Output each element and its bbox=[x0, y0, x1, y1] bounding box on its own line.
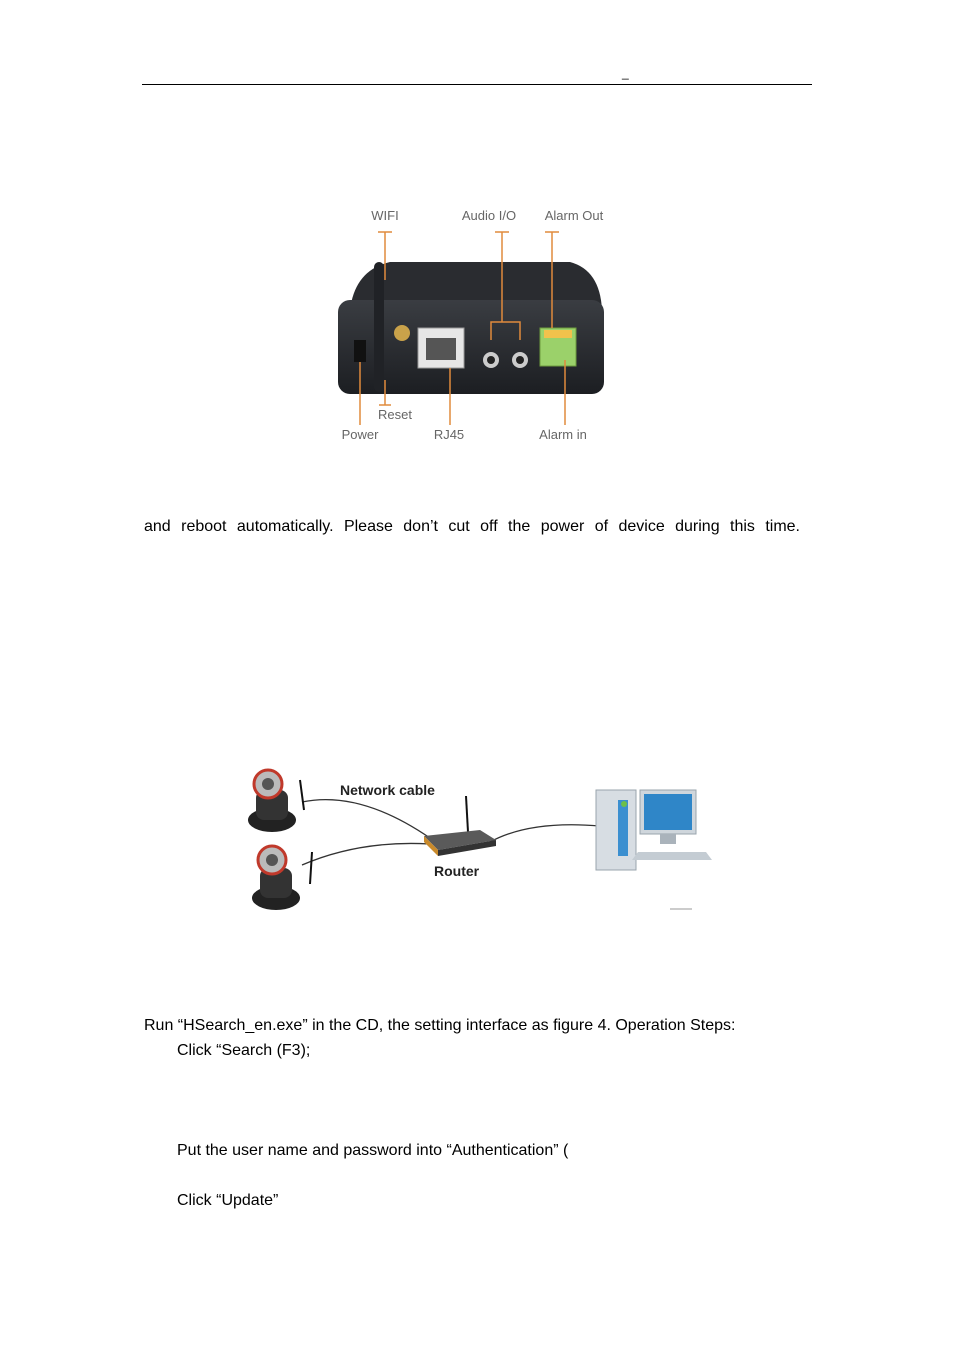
step-item: Click “Update” bbox=[177, 1192, 279, 1209]
header-mark: _ bbox=[622, 66, 629, 80]
desktop-computer-icon bbox=[596, 790, 712, 870]
camera-rear-panel-figure bbox=[330, 200, 630, 450]
label-power: Power bbox=[341, 427, 379, 442]
step-item: Click “Search (F3); bbox=[177, 1042, 311, 1059]
ip-camera-icon bbox=[252, 846, 312, 910]
router-icon bbox=[424, 796, 496, 856]
label-rj45: RJ45 bbox=[433, 427, 465, 442]
label-alarm-in: Alarm in bbox=[539, 427, 587, 442]
label-network-cable: Network cable bbox=[340, 782, 435, 798]
step-item: Put the user name and password into “Authentication” ( bbox=[177, 1142, 569, 1159]
label-wifi: WIFI bbox=[371, 208, 399, 223]
paragraph-run-hsearch: Run “HSearch_en.exe” in the CD, the setting interface as figure 4. Operation Steps: bbox=[144, 1017, 736, 1034]
label-alarm-out: Alarm Out bbox=[544, 208, 604, 223]
network-topology-figure bbox=[240, 760, 720, 920]
header-rule bbox=[142, 84, 812, 85]
label-router: Router bbox=[434, 863, 480, 879]
label-reset: Reset bbox=[378, 407, 412, 422]
label-audio-io: Audio I/O bbox=[461, 208, 517, 223]
paragraph-reboot-note: and reboot automatically. Please don’t cut off the power of device during this time. bbox=[144, 518, 800, 535]
ip-camera-icon bbox=[248, 770, 304, 832]
